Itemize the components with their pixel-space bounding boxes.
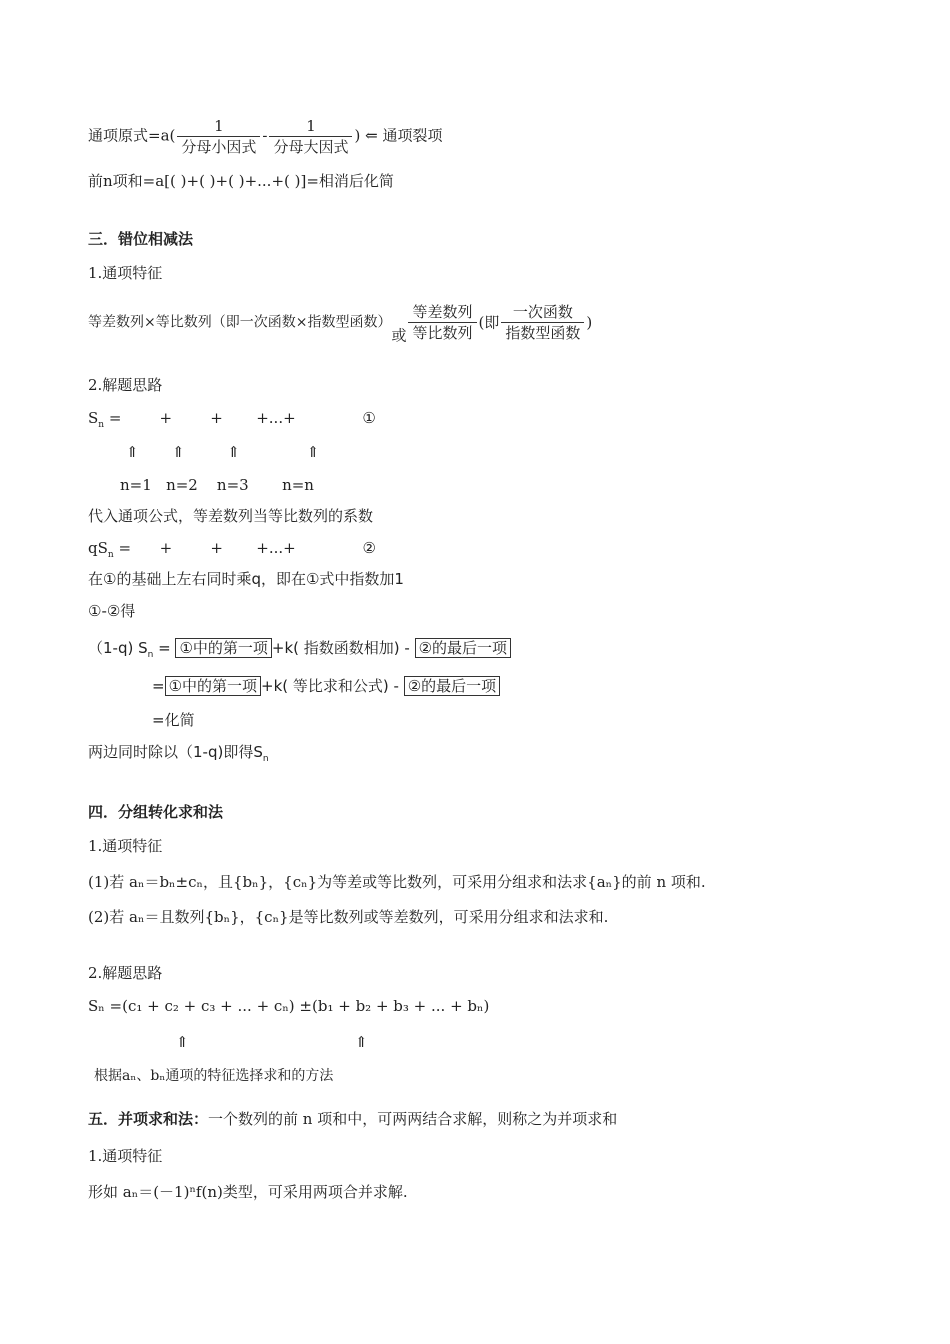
section3-feature <box>88 302 592 346</box>
divide-text: 两边同时除以（1-q)即得S <box>88 743 263 761</box>
s-symbol: S <box>88 409 99 427</box>
arrows-line: ⇑ ⇑ ⇑ ⇑ <box>126 443 320 461</box>
equation-line-2 <box>152 676 500 696</box>
split-formula <box>88 116 442 157</box>
section4-item2: (2)若 aₙ＝且数列{bₙ}，{cₙ}是等比数列或等差数列，可采用分组求和法求和. <box>88 908 609 926</box>
frac-den: 指数型函数 <box>505 324 581 342</box>
section4-sub1: 1.通项特征 <box>88 837 163 855</box>
feature-text: 等差数列×等比数列（即一次函数×指数型函数） <box>88 314 392 331</box>
s-subscript: n <box>98 420 105 430</box>
frac-den: 分母小因式 <box>181 138 257 156</box>
frac-den: 分母大因式 <box>273 138 349 156</box>
fraction-small <box>177 116 260 157</box>
or-text: 或 <box>391 326 407 345</box>
box-first-term: ①中的第一项 <box>165 676 261 696</box>
fraction-arith-geo <box>408 302 476 343</box>
eq-lhs: （1-q) S <box>88 639 148 657</box>
section4-item1: (1)若 aₙ＝bₙ±cₙ，且{bₙ}，{cₙ}为等差或等比数列，可采用分组求和法求{aₙ}的前 n 项和. <box>88 873 706 891</box>
formula-suffix: ) ⇐ 通项裂项 <box>354 126 443 145</box>
box-last-term: ②的最后一项 <box>404 676 500 696</box>
eq-middle: +k( 等比求和公式) - <box>261 677 404 695</box>
frac-num: 等差数列 <box>408 302 476 323</box>
qs-subscript: n <box>107 550 114 560</box>
subtract-line: ①-②得 <box>88 602 136 620</box>
section5-desc: 一个数列的前 n 项和中，可两两结合求解，则称之为并项求和 <box>208 1110 618 1128</box>
frac-den: 等比数列 <box>412 324 473 342</box>
substitute-line: 代入通项公式，等差数列当等比数列的系数 <box>88 507 374 525</box>
section3-title: 三．错位相减法 <box>88 230 194 248</box>
qs-symbol: qS <box>88 539 108 557</box>
group-arrow-2: ⇑ <box>355 1033 368 1051</box>
box-last-term: ②的最后一项 <box>415 638 511 658</box>
section3-sub2: 2.解题思路 <box>88 376 163 394</box>
basis-line: 根据aₙ、bₙ通项的特征选择求和的方法 <box>94 1068 334 1084</box>
equation-line-1 <box>88 638 511 665</box>
minus-sign: - <box>262 126 268 145</box>
divide-line <box>88 742 269 769</box>
group-formula: Sₙ =(c₁ + c₂ + c₃ + ... + cₙ) ±(b₁ + b₂ + b₃ + ... + bₙ) <box>88 997 490 1015</box>
section3-sub1: 1.通项特征 <box>88 264 163 282</box>
section5-form: 形如 aₙ＝(－1)ⁿf(n)类型，可采用两项合并求解. <box>88 1183 408 1201</box>
s-terms: = + + +...+ ① <box>104 409 376 427</box>
divide-subscript: n <box>262 754 269 764</box>
eq-sign: = <box>153 639 176 657</box>
fraction-func <box>501 302 584 343</box>
eq-middle: +k( 指数函数相加) - <box>271 639 415 657</box>
qs-terms: = + + +...+ ② <box>113 539 376 557</box>
frac-num: 一次函数 <box>501 302 584 323</box>
split-sum-line: 前n项和=a[( )+( )+( )+...+( )]=相消后化简 <box>88 172 394 190</box>
box-first-term: ①中的第一项 <box>175 638 271 658</box>
section5-sub1: 1.通项特征 <box>88 1147 163 1165</box>
frac-num: 1 <box>177 116 260 137</box>
formula-prefix: 通项原式=a( <box>88 126 176 145</box>
paren-open: (即 <box>478 313 500 332</box>
qs-line <box>88 538 376 565</box>
section4-title: 四．分组转化求和法 <box>88 803 224 821</box>
eq-subscript: n <box>147 650 154 660</box>
section5-title: 五．并项求和法： <box>88 1110 209 1128</box>
section4-sub2: 2.解题思路 <box>88 964 163 982</box>
paren-close: ) <box>586 313 593 332</box>
n-values-line: n=1 n=2 n=3 n=n <box>120 476 314 494</box>
s-line <box>88 408 376 435</box>
multiply-line: 在①的基础上左右同时乘q，即在①式中指数加1 <box>88 570 404 588</box>
fraction-large <box>269 116 352 157</box>
frac-num: 1 <box>269 116 352 137</box>
group-arrow-1: ⇑ <box>176 1033 189 1051</box>
eq-sign: = <box>152 677 165 695</box>
section5-header <box>88 1109 617 1129</box>
equation-line-3: =化简 <box>152 711 195 729</box>
